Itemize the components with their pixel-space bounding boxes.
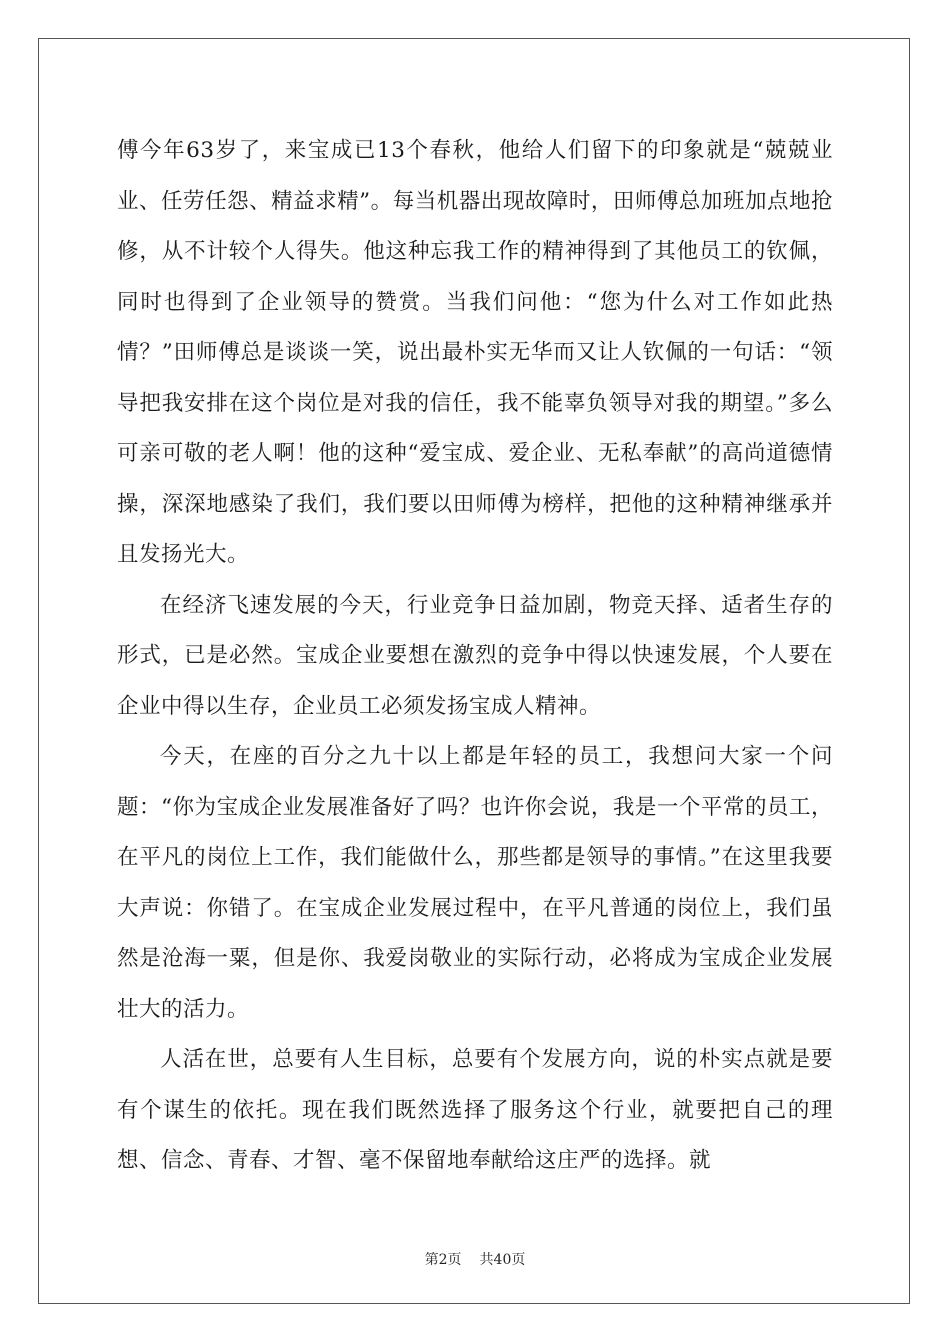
paragraph-1: 傅今年63岁了，来宝成已13个春秋，他给人们留下的印象就是“兢兢业业、任劳任怨、精益求精”。每当机器出现故障时，田师傅总加班加点地抢修，从不计较个人得失。他这种忘我工作的精神得到了其他员工的钦佩，同时也得到了企业领导的赞赏。当我们问他：“您为什么对工作如此热情？”田师傅总是谈谈一笑，说出最朴实无华而又让人钦佩的一句话：“领导把我安排在这个岗位是对我的信任，我不能辜负领导对我的期望。”多么可亲可敬的老人啊！他的这种“爱宝成、爱企业、无私奉献”的高尚道德情操，深深地感染了我们，我们要以田师傅为榜样，把他的这种精神继承并且发扬光大。 xyxy=(117,138,833,567)
paragraph-2: 在经济飞速发展的今天，行业竞争日益加剧，物竞天择、适者生存的形式，已是必然。宝成企业要想在激烈的竞争中得以快速发展，个人要在企业中得以生存，企业员工必须发扬宝成人精神。 xyxy=(117,592,833,719)
paragraph-4: 人活在世，总要有人生目标，总要有个发展方向，说的朴实点就是要有个谋生的依托。现在我们既然选择了服务这个行业，就要把自己的理想、信念、青春、才智、毫不保留地奉献给这庄严的选择。就 xyxy=(117,1047,833,1173)
page-total: 共40页 xyxy=(479,1252,526,1268)
document-body xyxy=(117,126,833,1187)
page-footer xyxy=(0,1249,950,1269)
page-number: 第2页 xyxy=(424,1252,462,1268)
paragraph-3: 今天，在座的百分之九十以上都是年轻的员工，我想问大家一个问题：“你为宝成企业发展准备好了吗？也许你会说，我是一个平常的员工，在平凡的岗位上工作，我们能做什么，那些都是领导的事情。”在这里我要大声说：你错了。在宝成企业发展过程中，在平凡普通的岗位上，我们虽然是沧海一粟，但是你、我爱岗敬业的实际行动，必将成为宝成企业发展壮大的活力。 xyxy=(117,744,833,1022)
